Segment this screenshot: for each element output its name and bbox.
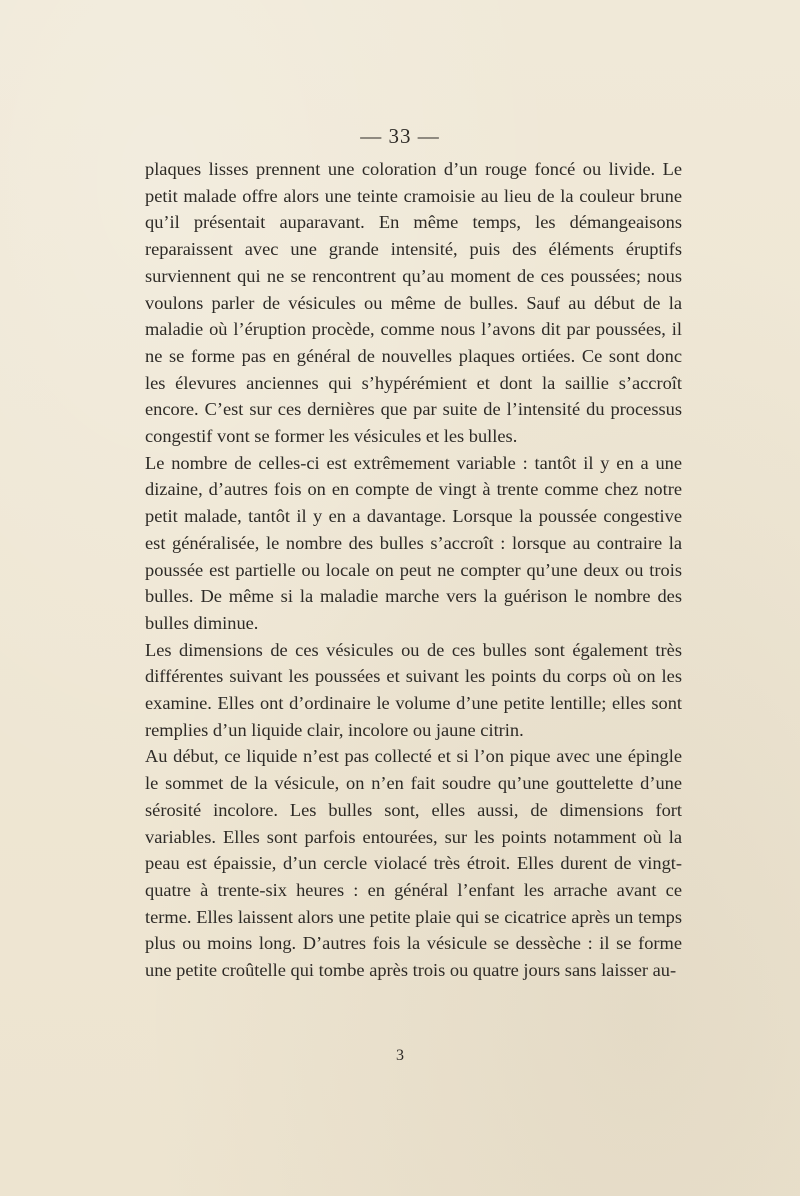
signature-mark: 3 xyxy=(396,1047,404,1064)
paragraph-fluid-description: Au début, ce liquide n’est pas collecté et si l’on pique avec une épingle le sommet de la vésicule, on n’en fait soudre qu’une gouttelette d’une sérosité incolore. Les bulles sont, elles aussi, de dimensions fort variables. Elles sont parfois entourées, sur les points notamment où la peau est épaissie, d’un cercle violacé très étroit. Elles durent de vingt-quatre à trente-six heures : en général l’enfant les arrache avant ce terme. Elles laissent alors une petite plaie qui se cicatrice après un temps plus ou moins long. D’autres fois la vésicule se dessèche : il se forme une petite croûtelle qui tombe après trois ou quatre jours sans laisser au- xyxy=(145,746,682,981)
page-number: — 33 — xyxy=(360,124,440,148)
paragraph-number-of-bullae: Le nombre de celles-ci est extrêmement variable : tantôt il y en a une dizaine, d’autres fois on en compte de vingt à trente comme chez notre petit malade, tantôt il y en a davantage. Lorsque la poussée congestive est généralisée, le nombre des bulles s’accroît : lorsque au contraire la poussée est partielle ou locale on peut ne compter qu’une deux ou trois bulles. De même si la maladie marche vers la guérison le nombre des bulles diminue. xyxy=(145,452,682,633)
paragraph-dimensions: Les dimensions de ces vésicules ou de ces bulles sont également très différentes suivant les poussées et suivant les points du corps où on les examine. Elles ont d’ordinaire le volume d’une petite lentille; elles sont remplies d’un liquide clair, incolore ou jaune citrin. xyxy=(145,639,682,740)
paragraph-continuation: plaques lisses prennent une coloration d’un rouge foncé ou livide. Le petit malade offre alors une teinte cramoisie au lieu de la couleur brune qu’il présentait auparavant. En même temps, les démangeaisons reparaissent avec une grande intensité, puis des éléments éruptifs surviennent qui ne se rencontrent qu’au moment de ces poussées; nous voulons parler de vésicules ou même de bulles. Sauf au début de la maladie où l’éruption procède, comme nous l’avons dit par poussées, il ne se forme pas en général de nouvelles plaques ortiées. Ce sont donc les élevures anciennes qui s’hypérémient et dont la saillie s’accroît encore. C’est sur ces dernières que par suite de l’intensité du processus congestif vont se former les vésicules et les bulles. xyxy=(145,159,682,447)
body-text xyxy=(145,156,682,984)
